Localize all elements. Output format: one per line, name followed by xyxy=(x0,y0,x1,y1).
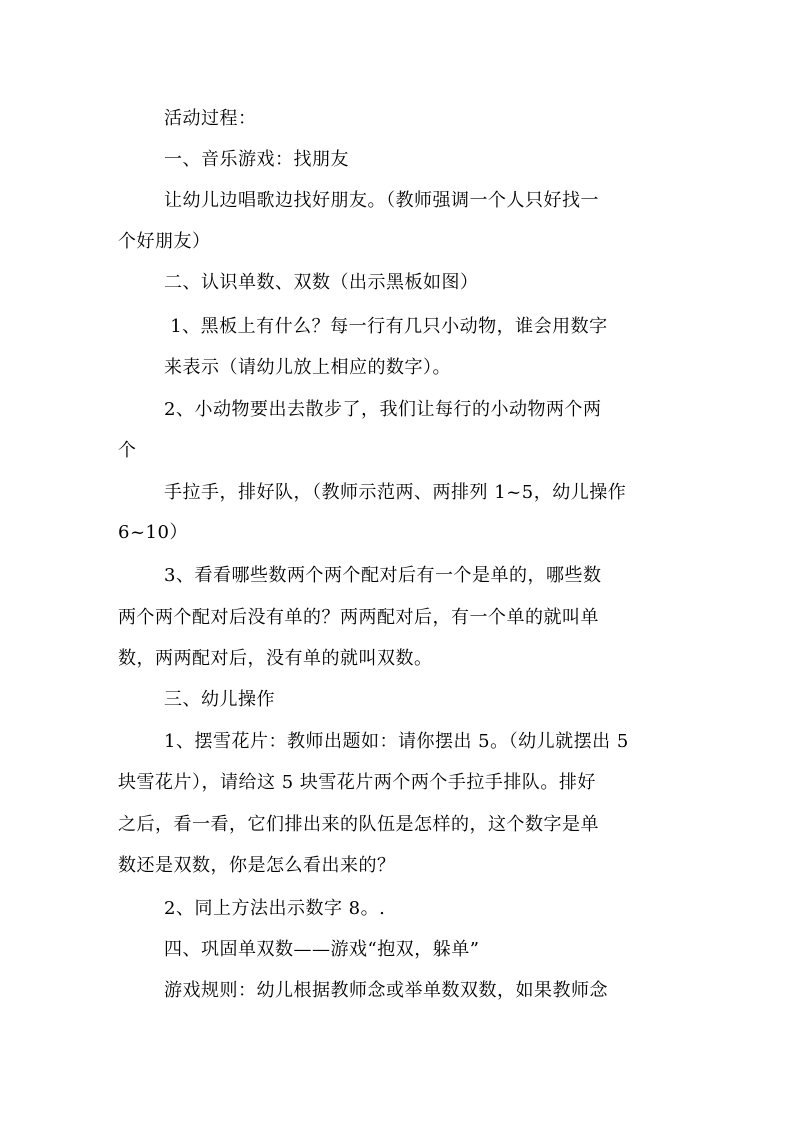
paragraph-line: 数还是双数，你是怎么看出来的？ xyxy=(118,855,396,876)
heading-consolidate: 四、巩固单双数——游戏“抱双，躲单” xyxy=(164,939,480,960)
paragraph-line: 6~10） xyxy=(118,522,188,543)
paragraph-line: 游戏规则：幼儿根据教师念或举单数双数，如果教师念 xyxy=(164,980,608,1001)
paragraph-line: 两个两个配对后没有单的？两两配对后，有一个单的就叫单 xyxy=(118,607,599,628)
paragraph-line: 让幼儿边唱歌边找好朋友。（教师强调一个人只好找一 xyxy=(164,190,599,211)
heading-odd-even: 二、认识单数、双数（出示黑板如图） xyxy=(164,272,479,293)
section-heading-activity-process: 活动过程： xyxy=(164,108,257,129)
paragraph-line: 数，两两配对后，没有单的就叫双数。 xyxy=(118,648,433,669)
paragraph-line: 2、同上方法出示数字 8。. xyxy=(164,898,386,919)
heading-child-operation: 三、幼儿操作 xyxy=(164,689,275,710)
heading-music-game: 一、音乐游戏：找朋友 xyxy=(164,149,349,170)
paragraph-line: 块雪花片），请给这 5 块雪花片两个两个手拉手排队。排好 xyxy=(118,772,596,793)
paragraph-line: 2、小动物要出去散步了，我们让每行的小动物两个两 xyxy=(164,399,602,420)
paragraph-line: 手拉手，排好队，（教师示范两、两排列 1~5，幼儿操作 xyxy=(164,482,627,503)
paragraph-line: 1、摆雪花片：教师出题如：请你摆出 5。（幼儿就摆出 5 xyxy=(164,731,629,752)
paragraph-line: 来表示（请幼儿放上相应的数字）。 xyxy=(164,357,451,378)
paragraph-line: 1、黑板上有什么？每一行有几只小动物，谁会用数字 xyxy=(164,316,608,337)
paragraph-line: 之后，看一看，它们排出来的队伍是怎样的，这个数字是单 xyxy=(118,814,599,835)
paragraph-line: 个 xyxy=(118,440,137,461)
paragraph-line: 3、看看哪些数两个两个配对后有一个是单的，哪些数 xyxy=(164,565,602,586)
paragraph-line: 个好朋友） xyxy=(118,231,211,252)
